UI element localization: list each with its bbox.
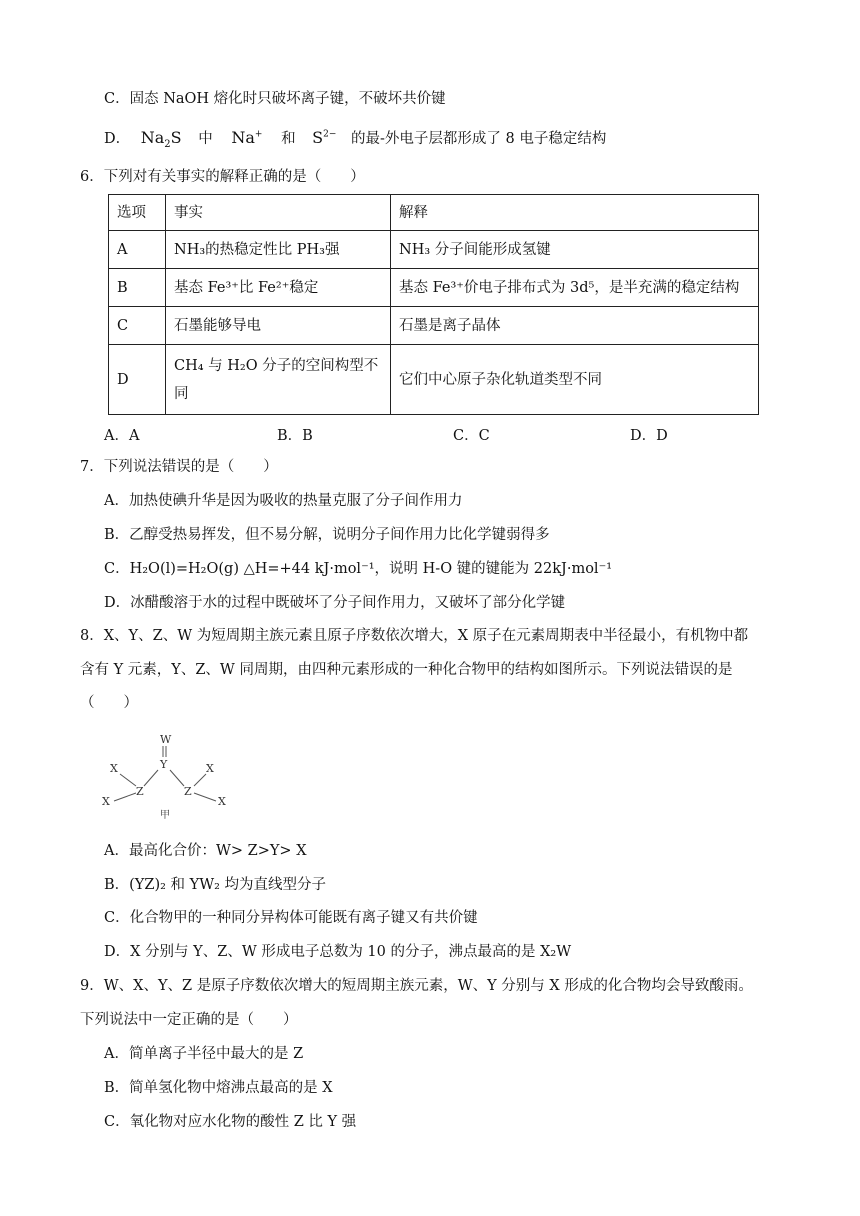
q6-stem: 6．下列对有关事实的解释正确的是（ ） xyxy=(80,169,365,185)
s-ion xyxy=(312,128,336,147)
table-header-explanation: 解释 xyxy=(391,195,759,231)
s-ion-charge: 2− xyxy=(323,129,337,140)
na2s-formula xyxy=(140,128,182,151)
na2s-sub: 2 xyxy=(164,139,171,151)
na-ion xyxy=(231,128,262,147)
table-header-row xyxy=(109,195,759,231)
atom-y: Y xyxy=(160,758,168,771)
q7-stem: 7．下列说法错误的是（ ） xyxy=(80,459,278,475)
q6-answer-c: C．C xyxy=(453,428,490,444)
table-header-fact: 事实 xyxy=(166,195,391,231)
table-cell-explanation: 基态 Fe³⁺价电子排布式为 3d⁵，是半充满的稳定结构 xyxy=(391,269,759,307)
q6-table xyxy=(108,194,759,415)
compound-jia-structure xyxy=(96,730,246,825)
na-ion-main: Na xyxy=(231,128,255,147)
q8-stem-line2: 含有 Y 元素，Y、Z、W 同周期，由四种元素形成的一种化合物甲的结构如图所示。下列说法错误的是 xyxy=(80,662,733,678)
table-cell-option: A xyxy=(109,231,166,269)
table-row xyxy=(109,307,759,345)
atom-z-right: Z xyxy=(184,785,192,798)
atom-z-left: Z xyxy=(136,785,144,798)
table-row xyxy=(109,345,759,415)
table-header-option: 选项 xyxy=(109,195,166,231)
atom-x-bottom-right: X xyxy=(218,795,226,808)
table-cell-fact: NH₃的热稳定性比 PH₃强 xyxy=(166,231,391,269)
q8-option-b: B．(YZ)₂ 和 YW₂ 均为直线型分子 xyxy=(104,877,327,893)
atom-w: W xyxy=(160,733,172,746)
atom-x-top-right: X xyxy=(206,762,214,775)
table-cell-explanation: 它们中心原子杂化轨道类型不同 xyxy=(391,345,759,415)
bond-x-z xyxy=(120,774,136,786)
q6-answer-b: B．B xyxy=(277,428,313,444)
table-cell-fact: CH₄ 与 H₂O 分子的空间构型不同 xyxy=(166,345,391,415)
q7-option-a: A．加热使碘升华是因为吸收的热量克服了分子间作用力 xyxy=(104,493,463,509)
table-cell-fact: 石墨能够导电 xyxy=(166,307,391,345)
q5-option-d-suffix: 的最-外电子层都形成了 8 电子稳定结构 xyxy=(351,131,607,147)
table-row xyxy=(109,269,759,307)
q5-option-d xyxy=(104,128,606,149)
q5-option-d-mid2: 和 xyxy=(281,131,296,147)
bond-x-z xyxy=(194,793,216,801)
table-cell-option: D xyxy=(109,345,166,415)
q7-option-d: D．冰醋酸溶于水的过程中既破坏了分子间作用力，又破坏了部分化学键 xyxy=(104,595,566,611)
q8-option-d: D．X 分别与 Y、Z、W 形成电子总数为 10 的分子，沸点最高的是 X₂W xyxy=(104,944,572,960)
table-cell-fact: 基态 Fe³⁺比 Fe²⁺稳定 xyxy=(166,269,391,307)
bond-x-z xyxy=(194,774,206,786)
q5-option-c: C．固态 NaOH 熔化时只破坏离子键，不破坏共价键 xyxy=(104,91,446,107)
q7-option-c: C．H₂O(l)=H₂O(g) △H=+44 kJ·mol⁻¹，说明 H-O 键的键能为 22kJ·mol⁻¹ xyxy=(104,561,613,577)
q8-option-a: A．最高化合价：W> Z>Y> X xyxy=(104,843,307,859)
q5-option-d-prefix: D． xyxy=(104,131,131,147)
atom-x-top-left: X xyxy=(110,762,118,775)
q9-option-a: A．简单离子半径中最大的是 Z xyxy=(104,1046,304,1062)
q5-option-d-mid1: 中 xyxy=(198,131,213,147)
q8-stem-line3: （ ） xyxy=(80,695,138,711)
table-row xyxy=(109,231,759,269)
bond-x-z xyxy=(114,793,136,801)
q7-option-b: B．乙醇受热易挥发，但不易分解，说明分子间作用力比化学键弱得多 xyxy=(104,527,550,543)
bond-y-z-right xyxy=(170,770,184,786)
q6-answer-d: D．D xyxy=(630,428,668,444)
q9-option-c: C．氧化物对应水化物的酸性 Z 比 Y 强 xyxy=(104,1114,357,1130)
na2s-main: Na xyxy=(140,128,165,147)
q9-stem-line1: 9．W、X、Y、Z 是原子序数依次增大的短周期主族元素，W、Y 分别与 X 形成的化合物均会导致酸雨。 xyxy=(80,978,753,994)
structure-caption: 甲 xyxy=(160,810,170,821)
table-cell-option: B xyxy=(109,269,166,307)
table-cell-option: C xyxy=(109,307,166,345)
table-cell-explanation: NH₃ 分子间能形成氢键 xyxy=(391,231,759,269)
q9-stem-line2: 下列说法中一定正确的是（ ） xyxy=(80,1012,298,1028)
q8-option-c: C．化合物甲的一种同分异构体可能既有离子键又有共价键 xyxy=(104,910,478,926)
q8-stem-line1: 8．X、Y、Z、W 为短周期主族元素且原子序数依次增大，X 原子在元素周期表中半径最小，有机物中都 xyxy=(80,628,749,644)
s-ion-main: S xyxy=(312,128,324,147)
atom-x-bottom-left: X xyxy=(102,795,110,808)
na-ion-charge: + xyxy=(254,129,263,140)
table-cell-explanation: 石墨是离子晶体 xyxy=(391,307,759,345)
q6-answer-a: A．A xyxy=(104,428,140,444)
bond-y-z-left xyxy=(144,770,158,786)
na2s-end: S xyxy=(170,128,182,147)
q9-option-b: B．简单氢化物中熔沸点最高的是 X xyxy=(104,1080,333,1096)
